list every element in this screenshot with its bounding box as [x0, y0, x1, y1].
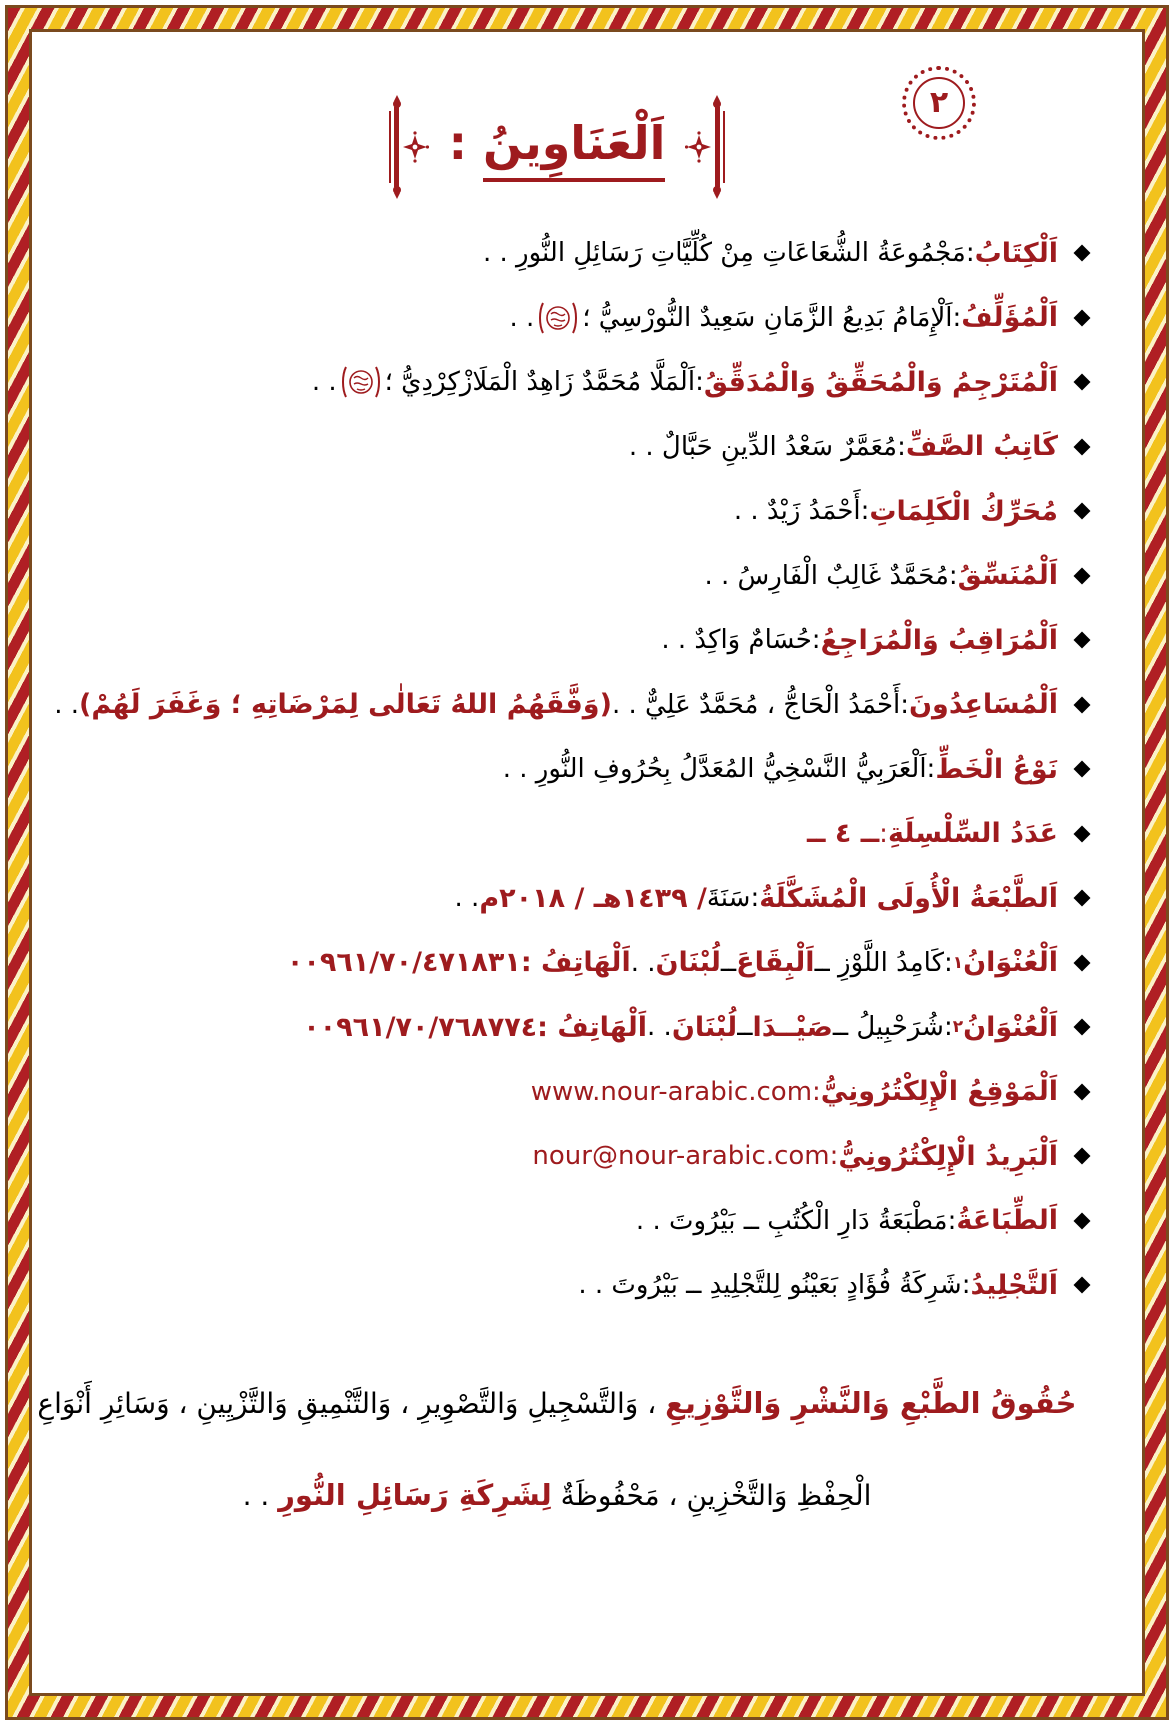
text-segment: ــ: [720, 947, 737, 978]
diamond-bullet-icon: [1074, 954, 1091, 971]
list-item-supervisor-reviewer: [26, 608, 1088, 673]
diamond-bullet-icon: [1074, 1083, 1091, 1100]
text-segment: اَلْبَرِيدُ الْإِلِكْتُرُونِيُّ: [838, 1140, 1058, 1172]
blessing-seal-icon: [341, 364, 381, 400]
text-segment: . .: [242, 1479, 279, 1513]
list-item-assistants: [26, 673, 1088, 738]
list-item-font-type: [26, 737, 1088, 802]
page-title-word: اَلْعَنَاوِينُ: [483, 116, 665, 182]
text-segment: :: [943, 947, 953, 978]
text-segment: مُعَمَّرٌ سَعْدُ الدِّينِ حَبَّالٌ . .: [628, 431, 898, 462]
text-segment: حُقُوقُ الطَّبْعِ وَالنَّشْرِ وَالتَّوْزِيعِ: [665, 1385, 1077, 1420]
text-segment: مَجْمُوعَةُ الشُّعَاعَاتِ مِنْ كُلِّيَّاتِ رَسَائِلِ النُّورِ . .: [483, 238, 966, 269]
text-segment: اَلْهَاتِفُ :: [520, 947, 631, 979]
text-segment: اَلطِّبَاعَةُ: [956, 1205, 1058, 1237]
text-segment: :: [947, 1205, 957, 1236]
text-segment: :: [961, 1270, 971, 1301]
text-segment: كَامِدُ اللَّوْزِ ــ: [814, 947, 944, 978]
text-segment: :: [897, 431, 906, 462]
text-segment: مُحَمَّدٌ غَالِبٌ الْفَارِسُ . .: [704, 560, 949, 591]
diamond-bullet-icon: [1074, 825, 1091, 842]
diamond-bullet-icon: [1074, 632, 1091, 649]
text-segment: :: [829, 1141, 839, 1172]
text-segment: اَلْعُنْوَانُ: [963, 947, 1058, 979]
text-segment: . .: [54, 689, 80, 720]
list-item-book: [26, 221, 1088, 286]
text-segment: . .: [311, 367, 337, 398]
text-segment: :: [948, 560, 958, 591]
text-segment: :: [965, 238, 975, 269]
text-segment: (وَفَّقَهُمُ اللهُ تَعَالٰى لِمَرْضَاتِهِ ؛ وَغَفَرَ لَهُمْ): [79, 689, 612, 721]
text-segment: . .: [630, 947, 656, 978]
text-segment: اَلْإِمَامُ بَدِيعُ الزَّمَانِ سَعِيدٌ النُّورْسِيُّ ؛: [582, 302, 953, 333]
text-segment: الْحِفْظِ وَالتَّخْزِينِ ، مَحْفُوظَةٌ: [551, 1479, 872, 1513]
text-segment: شَرِكَةُ فُؤَادٍ بَعَيْنُو لِلتَّجْلِيدِ ــ بَيْرُوتَ . .: [578, 1270, 962, 1301]
text-segment: ، وَالتَّسْجِيلِ وَالتَّصْوِيرِ ، وَالتَّنْمِيقِ وَالتَّزْيِينِ ، وَسَائِرِ أَنْوَاعِ: [37, 1386, 666, 1420]
text-segment: . .: [509, 302, 535, 333]
text-segment: لِشَرِكَةِ رَسَائِلِ النُّورِ: [278, 1478, 552, 1513]
text-segment: مَطْبَعَةُ دَارِ الْكُتُبِ ــ بَيْرُوتَ . .: [635, 1205, 948, 1236]
text-segment: اَلطَّبْعَةُ الْأُولَى الْمُشَكَّلَةُ: [759, 882, 1058, 914]
text-segment: اَلْبِقَاعَ: [736, 947, 815, 979]
text-segment: اَلْمُسَاعِدُونَ: [909, 689, 1058, 721]
text-segment: :: [879, 818, 888, 849]
list-item-first-edition: [26, 866, 1088, 931]
text-segment: :: [900, 689, 910, 720]
list-item-translator-verifier: [26, 350, 1088, 415]
text-segment: ١: [952, 952, 964, 973]
text-segment: :: [860, 496, 870, 527]
text-segment: مُحَرِّكُ الْكَلِمَاتِ: [869, 495, 1058, 527]
diamond-bullet-icon: [1074, 1148, 1091, 1165]
list-item-series-number: [26, 802, 1088, 867]
text-segment: اَلْهَاتِفُ :: [537, 1011, 648, 1043]
diamond-bullet-icon: [1074, 438, 1091, 455]
text-segment: كَاتِبُ الصَّفِّ: [905, 431, 1058, 463]
diamond-bullet-icon: [1074, 567, 1091, 584]
ornament-bracket-right-icon: [685, 95, 737, 203]
text-segment: أَحْمَدُ زَيْدٌ . .: [733, 496, 861, 527]
diamond-bullet-icon: [1074, 309, 1091, 326]
blessing-seal-icon: [538, 300, 578, 336]
text-segment: اَلتَّجْلِيدُ: [970, 1269, 1058, 1301]
text-segment: . .: [647, 1012, 672, 1043]
list-item-address-2: [26, 995, 1088, 1060]
text-segment: اَلْمَلَّا مُحَمَّدٌ زَاهِدٌ الْمَلَازْكِرْدِيُّ ؛: [384, 367, 696, 398]
text-segment: شُرَحْبِيلُ ــ: [832, 1012, 944, 1043]
list-item-email: [26, 1124, 1088, 1189]
text-segment: :: [812, 1076, 821, 1107]
page-number: ٢: [929, 85, 949, 120]
diamond-bullet-icon: [1074, 696, 1091, 713]
titles-list: [26, 221, 1088, 1318]
text-segment: / ١٤٣٩هـ / ٢٠١٨م: [479, 882, 707, 914]
text-segment: اَلْكِتَابُ: [974, 237, 1058, 269]
copyright-line-2: [26, 1472, 1088, 1519]
text-segment: لُبْنَانَ: [671, 1011, 738, 1043]
text-segment: اَلْمُرَاقِبُ وَالْمُرَاجِعُ: [820, 624, 1058, 656]
text-segment: ٠٠٩٦١/٧٠/٧٦٨٧٧٤: [303, 1011, 538, 1043]
list-item-printing: [26, 1189, 1088, 1254]
diamond-bullet-icon: [1074, 761, 1091, 778]
text-segment: ــ: [737, 1012, 753, 1043]
page-title-colon: :: [448, 116, 484, 170]
text-segment: :: [750, 883, 760, 914]
text-segment: اَلْعَرَبِيُّ النَّسْخِيُّ المُعَدَّلُ بِحُرُوفِ النُّورِ . .: [502, 754, 927, 785]
text-segment: ٢: [952, 1017, 964, 1038]
diamond-bullet-icon: [1074, 374, 1091, 391]
text-segment: صَيْــدَا: [752, 1011, 833, 1043]
text-segment: لُبْنَانَ: [655, 947, 721, 979]
list-item-binding: [26, 1253, 1088, 1318]
text-segment: حُسَامٌ وَاكِدٌ . .: [661, 625, 812, 656]
text-segment: :: [943, 1012, 953, 1043]
diamond-bullet-icon: [1074, 1277, 1091, 1294]
list-item-website: [26, 1060, 1088, 1125]
text-segment: اَلْمُتَرْجِمُ وَالْمُحَقِّقُ وَالْمُدَقِّقُ: [703, 366, 1058, 398]
text-segment: :: [952, 302, 962, 333]
list-item-typesetter: [26, 415, 1088, 480]
text-segment: اَلْعُنْوَانُ: [963, 1011, 1058, 1043]
email-link[interactable]: nour@nour-arabic.com: [532, 1141, 830, 1172]
text-segment: أَحْمَدُ الْحَاجُّ ، مُحَمَّدٌ عَلِيٌّ . .: [611, 689, 901, 720]
list-item-address-1: [26, 931, 1088, 996]
diamond-bullet-icon: [1074, 890, 1091, 907]
page-number-badge: [902, 66, 976, 140]
page-number-ring: [913, 77, 965, 129]
text-segment: ٠٠٩٦١/٧٠/٤٧١٨٣١: [286, 947, 521, 979]
list-item-vowelizer: [26, 479, 1088, 544]
text-segment: :: [695, 367, 704, 398]
text-segment: اَلْمَوْقِعُ الْإِلِكْتُرُونِيُّ: [820, 1076, 1058, 1108]
diamond-bullet-icon: [1074, 245, 1091, 262]
text-segment: :: [926, 754, 936, 785]
diamond-bullet-icon: [1074, 1212, 1091, 1229]
page-title: [449, 116, 666, 182]
text-segment: اَلْمُؤَلِّفُ: [961, 302, 1058, 334]
text-segment: نَوْعُ الْخَطِّ: [935, 753, 1058, 785]
copyright-footer: [26, 1380, 1088, 1520]
text-segment: . .: [454, 883, 480, 914]
copyright-line-1: [26, 1380, 1088, 1427]
text-segment: عَدَدُ السِّلْسِلَةِ: [887, 818, 1058, 850]
text-segment: :: [811, 625, 821, 656]
ornament-bracket-left-icon: [377, 95, 429, 203]
text-segment: سَنَةَ: [706, 883, 751, 914]
text-segment: اَلْمُنَسِّقُ: [957, 560, 1058, 592]
diamond-bullet-icon: [1074, 503, 1091, 520]
website-link[interactable]: www.nour-arabic.com: [530, 1076, 813, 1107]
list-item-coordinator: [26, 544, 1088, 609]
list-item-author: [26, 286, 1088, 351]
text-segment: ــ ٤ ــ: [806, 818, 880, 850]
diamond-bullet-icon: [1074, 1019, 1091, 1036]
